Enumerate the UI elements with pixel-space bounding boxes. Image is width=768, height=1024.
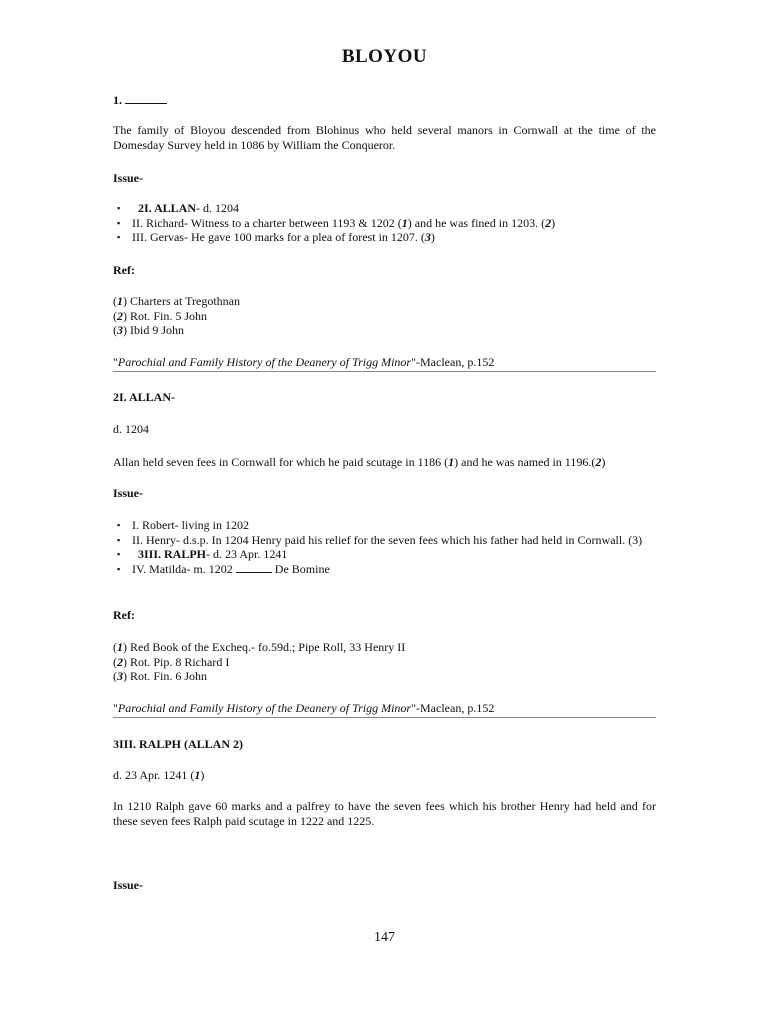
section-3-issue-label: Issue- (113, 878, 144, 892)
source-title: Parochial and Family History of the Deanery of Trigg Minor (117, 701, 412, 715)
ref-marker: 2 (595, 455, 602, 469)
ref-item: (1) Red Book of the Excheq.- fo.59d.; Pipe Roll, 33 Henry II (113, 640, 406, 654)
ref-marker: 1 (401, 215, 408, 230)
child-detail: III. Gervas- He gave 100 marks for a plea of forest in 1207. ( (132, 230, 425, 244)
ref-marker: 3 (424, 230, 431, 244)
para-text: Allan held seven fees in Cornwall for which he paid scutage in 1186 ( (113, 455, 449, 469)
source-citation: "-Maclean, p.152 (411, 355, 495, 369)
child-detail: ) (551, 215, 556, 230)
child-detail: II. Henry- d.s.p. In 1204 Henry paid his relief for the seven fees which his father had held in Cornwall. (3) (132, 532, 643, 547)
ref-text: Rot. Pip. 8 Richard I (127, 654, 230, 669)
child-detail: ) (430, 230, 435, 244)
ref-item: (1) Charters at Tregothnan (113, 294, 240, 308)
quote-mark: " (113, 355, 118, 369)
list-item (113, 518, 656, 533)
name-blank (125, 92, 167, 104)
section-2-source (113, 701, 656, 716)
section-2-issue-list (113, 518, 656, 576)
section-1-issue-list (113, 201, 656, 245)
child-detail: ) and he was fined in 1203. ( (407, 215, 546, 230)
ref-number: 3 (117, 323, 123, 337)
ref-text: Rot. Fin. 5 John (127, 308, 208, 323)
child-detail: IV. Matilda- m. 1202 (132, 561, 233, 576)
ref-text: Charters at Tregothnan (127, 294, 240, 308)
section-1-refs (113, 294, 656, 338)
ref-marker: 1 (194, 768, 201, 782)
list-item (113, 533, 656, 548)
para-text: ) and he was named in 1196.( (454, 455, 596, 469)
section-1-issue-label: Issue- (113, 171, 144, 185)
section-2-para (113, 455, 656, 470)
ref-item: (2) Rot. Fin. 5 John (113, 308, 208, 323)
ref-item: (3) Ibid 9 John (113, 323, 184, 337)
child-link[interactable]: 2I. ALLAN (138, 201, 197, 215)
ref-marker: 2 (545, 215, 552, 230)
section-1-source (113, 355, 656, 370)
ref-text: Ibid 9 John (127, 323, 184, 337)
section-3-para: In 1210 Ralph gave 60 marks and a palfrey to have the seven fees which his brother Henry had held and for these seven fees Ralph paid scutage in 1222 and 1225. (113, 799, 656, 828)
ref-number: 2 (117, 654, 123, 669)
section-2-ref-label: Ref: (113, 608, 135, 622)
ref-number: 1 (117, 640, 123, 654)
died-text: d. 23 Apr. 1241 ( (113, 768, 195, 782)
source-citation: "-Maclean, p.152 (411, 701, 495, 715)
ref-item: (2) Rot. Pip. 8 Richard I (113, 654, 230, 669)
section-1-heading (113, 92, 656, 108)
list-item (113, 201, 656, 216)
ref-number: 1 (117, 294, 123, 308)
ref-marker: 1 (448, 455, 455, 469)
name-blank (236, 562, 272, 573)
page-number: 147 (374, 930, 395, 945)
page-title: BLOYOU (341, 46, 428, 67)
section-3-died (113, 768, 656, 783)
section-number: 1. (113, 93, 122, 107)
para-text: ) (601, 455, 606, 469)
section-3-heading: 3III. RALPH (ALLAN 2) (113, 737, 244, 751)
ref-number: 3 (117, 669, 123, 683)
list-item (113, 230, 656, 245)
child-detail: - d. 1204 (196, 201, 240, 215)
list-item (113, 562, 656, 577)
list-item (113, 216, 656, 231)
ref-item: (3) Rot. Fin. 6 John (113, 669, 208, 683)
section-2-heading: 2I. ALLAN- (113, 390, 176, 404)
section-2-issue-label: Issue- (113, 486, 144, 500)
section-divider (113, 371, 656, 372)
section-divider (113, 717, 656, 718)
section-1-intro: The family of Bloyou descended from Blohinus who held several manors in Cornwall at the time of the Domesday Survey held in 1086 by William the Conqueror. (113, 123, 656, 152)
section-1-ref-label: Ref: (113, 263, 135, 277)
ref-text: Rot. Fin. 6 John (127, 669, 208, 683)
child-detail: De Bomine (271, 561, 330, 576)
child-link[interactable]: 3III. RALPH (138, 547, 207, 561)
source-title: Parochial and Family History of the Deanery of Trigg Minor (117, 355, 412, 369)
document-page (113, 0, 656, 1024)
child-detail: II. Richard- Witness to a charter between 1193 & 1202 ( (132, 215, 402, 230)
ref-number: 2 (117, 308, 123, 323)
died-text: ) (200, 768, 205, 782)
ref-text: Red Book of the Excheq.- fo.59d.; Pipe Roll, 33 Henry II (127, 640, 406, 654)
quote-mark: " (113, 701, 118, 715)
list-item (113, 547, 656, 562)
section-2-refs (113, 640, 656, 684)
child-detail: I. Robert- living in 1202 (132, 518, 249, 532)
child-detail: - d. 23 Apr. 1241 (206, 547, 288, 561)
section-2-died: d. 1204 (113, 422, 149, 436)
